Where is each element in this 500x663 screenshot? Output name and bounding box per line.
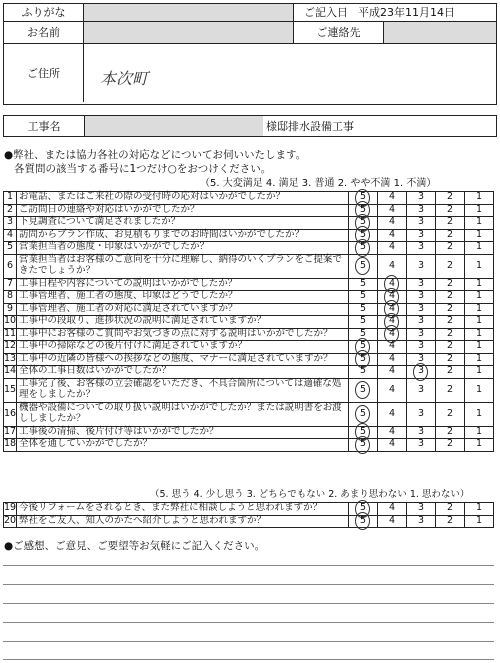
score-option[interactable]: [407, 328, 436, 341]
score-option[interactable]: [407, 426, 436, 439]
score-value: 5: [359, 327, 367, 339]
question-number: 2: [4, 204, 17, 217]
question-text: 工事日程や内容についての説明はいかがでしたか？: [17, 278, 349, 291]
question-row: [4, 303, 494, 316]
question-row: [4, 366, 494, 379]
survey-table: [3, 191, 494, 452]
score-value: 4: [388, 514, 396, 526]
score-value: 1: [475, 407, 483, 419]
contact-label: ご連絡先: [294, 22, 384, 44]
score-option[interactable]: [407, 402, 436, 426]
score-option[interactable]: [349, 515, 378, 528]
score-option[interactable]: [465, 503, 494, 516]
intro-line2: 各質問の該当する番号に1つだけ○をおつけください。: [14, 163, 272, 175]
score-value: 2: [446, 228, 454, 240]
score-option[interactable]: [436, 515, 465, 528]
score-value: 3: [417, 340, 425, 352]
score-value: 5: [359, 407, 367, 419]
score-value: 5: [359, 425, 367, 437]
question-text: 営業担当者の態度・印象はいかがでしたか？: [17, 242, 349, 255]
selected-circle: [355, 405, 370, 423]
score-option[interactable]: [378, 402, 407, 426]
score-option[interactable]: [378, 217, 407, 230]
question-text: 工事中にお客様のご質問やお気づきの点に対する説明はいかがでしたか？: [17, 328, 349, 341]
name-field[interactable]: [84, 22, 294, 44]
score-value: 2: [446, 259, 454, 271]
score-option[interactable]: [465, 291, 494, 304]
score-value: 3: [417, 514, 425, 526]
scale-legend-1: （5. 大変満足 4. 満足 3. 普通 2. やや不満 1. 不満）: [200, 178, 437, 189]
score-value: 4: [388, 365, 396, 377]
address-value: 本次町: [100, 69, 149, 88]
question-row: [4, 378, 494, 402]
name-label: お名前: [4, 22, 84, 44]
score-value: 5: [359, 277, 367, 289]
score-option[interactable]: [465, 242, 494, 255]
score-option[interactable]: [436, 303, 465, 316]
score-option[interactable]: [436, 402, 465, 426]
score-option[interactable]: [436, 204, 465, 217]
question-number: 16: [4, 402, 17, 426]
score-option[interactable]: [378, 378, 407, 402]
date-label: ご記入日: [304, 6, 348, 19]
score-option[interactable]: [436, 353, 465, 366]
selected-circle: [355, 381, 370, 399]
question-number: 18: [4, 438, 17, 450]
score-value: 2: [446, 407, 454, 419]
score-option[interactable]: [407, 366, 436, 379]
score-option[interactable]: [349, 316, 378, 329]
question-row: [4, 242, 494, 255]
score-value: 2: [446, 203, 454, 215]
score-value: 3: [417, 365, 425, 377]
intro-line1: ●弊社、または協力各社の対応などについてお伺いいたします。: [4, 149, 307, 161]
contact-field[interactable]: [384, 22, 496, 44]
score-value: 5: [359, 241, 367, 253]
score-option[interactable]: [378, 341, 407, 354]
question-number: 20: [4, 514, 17, 526]
score-value: 2: [446, 425, 454, 437]
score-value: 2: [446, 327, 454, 339]
score-option[interactable]: [378, 353, 407, 366]
score-option[interactable]: [407, 515, 436, 528]
question-number: 11: [4, 327, 17, 339]
score-option[interactable]: [465, 366, 494, 379]
customer-info-grid: [3, 3, 497, 105]
score-value: 3: [417, 203, 425, 215]
score-value: 1: [475, 259, 483, 271]
question-text: 弊社をご友人、知人のかたへ紹介しようと思われますか？: [17, 515, 349, 528]
score-option[interactable]: [465, 229, 494, 242]
score-option[interactable]: [407, 503, 436, 516]
question-number: 3: [4, 217, 17, 230]
score-value: 4: [388, 407, 396, 419]
score-value: 1: [475, 438, 483, 450]
score-value: 1: [475, 502, 483, 514]
score-value: 3: [417, 191, 425, 203]
score-option[interactable]: [465, 278, 494, 291]
score-value: 5: [359, 383, 367, 395]
question-row: [4, 291, 494, 304]
score-option[interactable]: [436, 366, 465, 379]
score-option[interactable]: [407, 439, 436, 452]
score-value: 5: [359, 502, 367, 514]
score-value: 3: [417, 438, 425, 450]
score-option[interactable]: [378, 503, 407, 516]
score-option[interactable]: [407, 254, 436, 278]
score-option[interactable]: [378, 328, 407, 341]
question-row: [4, 341, 494, 354]
score-option[interactable]: [465, 353, 494, 366]
question-number: 17: [4, 425, 17, 437]
question-number: 1: [4, 192, 17, 205]
score-value: 3: [417, 228, 425, 240]
score-value: 5: [359, 228, 367, 240]
score-value: 1: [475, 191, 483, 203]
question-text: お電話、またはご来社の際の受付時の応対はいかがでしたか？: [17, 192, 349, 205]
question-text: 全体の工事日数はいかがでしたか？: [17, 366, 349, 379]
score-option[interactable]: [378, 515, 407, 528]
score-value: 2: [446, 241, 454, 253]
score-value: 5: [359, 302, 367, 314]
score-option[interactable]: [465, 303, 494, 316]
question-text: 工事中の掃除などの後片付けに満足されていますか？: [17, 341, 349, 354]
score-value: 5: [359, 438, 367, 450]
score-value: 1: [475, 340, 483, 352]
comments-label: ●ご感想、ご意見、ご要望等お気軽にご記入ください。: [4, 540, 266, 552]
question-number: 7: [4, 278, 17, 291]
score-option[interactable]: [349, 254, 378, 278]
date-value[interactable]: 平成23年11月14日: [358, 6, 455, 19]
work-name-row: [3, 115, 497, 137]
question-number: 19: [4, 502, 17, 514]
work-name-redacted: [85, 116, 263, 136]
score-value: 1: [475, 216, 483, 228]
score-option[interactable]: [349, 278, 378, 291]
score-option[interactable]: [465, 254, 494, 278]
score-option[interactable]: [349, 439, 378, 452]
selected-circle: [355, 512, 370, 530]
score-value: 4: [388, 340, 396, 352]
score-value: 4: [388, 241, 396, 253]
question-number: 15: [4, 378, 17, 402]
score-option[interactable]: [378, 439, 407, 452]
score-value: 1: [475, 514, 483, 526]
score-option[interactable]: [349, 366, 378, 379]
score-option[interactable]: [378, 426, 407, 439]
score-value: 5: [359, 290, 367, 302]
score-value: 5: [359, 365, 367, 377]
question-text: ご訪問日の連絡や対応はいかがでしたか？: [17, 204, 349, 217]
question-row: [4, 217, 494, 230]
scale-legend-2: （5. 思う 4. 少し思う 3. どちらでもない 2. あまり思わない 1. 思わない）: [150, 489, 470, 500]
score-value: 1: [475, 352, 483, 364]
score-value: 4: [388, 352, 396, 364]
score-value: 3: [417, 352, 425, 364]
score-option[interactable]: [436, 426, 465, 439]
score-value: 3: [417, 290, 425, 302]
score-option[interactable]: [465, 378, 494, 402]
question-row: [4, 254, 494, 278]
score-option[interactable]: [407, 378, 436, 402]
question-number: 14: [4, 365, 17, 377]
score-value: 4: [388, 191, 396, 203]
score-value: 4: [388, 315, 396, 327]
score-option[interactable]: [349, 291, 378, 304]
selected-circle: [355, 436, 370, 454]
score-option[interactable]: [436, 278, 465, 291]
score-value: 3: [417, 259, 425, 271]
score-value: 3: [417, 425, 425, 437]
score-option[interactable]: [349, 303, 378, 316]
question-number: 9: [4, 303, 17, 316]
score-value: 2: [446, 302, 454, 314]
question-row: [4, 426, 494, 439]
question-row: [4, 503, 494, 516]
question-row: [4, 328, 494, 341]
score-option[interactable]: [465, 192, 494, 205]
score-option[interactable]: [436, 439, 465, 452]
score-option[interactable]: [407, 303, 436, 316]
score-option[interactable]: [407, 316, 436, 329]
question-number: 6: [4, 254, 17, 278]
score-option[interactable]: [407, 341, 436, 354]
question-row: [4, 192, 494, 205]
score-value: 3: [417, 383, 425, 395]
score-value: 5: [359, 259, 367, 271]
work-value[interactable]: 様邸排水設備工事: [266, 119, 354, 133]
question-row: [4, 402, 494, 426]
score-value: 3: [417, 302, 425, 314]
score-option[interactable]: [349, 353, 378, 366]
score-value: 1: [475, 241, 483, 253]
score-option[interactable]: [436, 254, 465, 278]
score-value: 1: [475, 302, 483, 314]
question-number: 8: [4, 291, 17, 304]
score-value: 4: [388, 290, 396, 302]
score-option[interactable]: [436, 291, 465, 304]
score-option[interactable]: [407, 204, 436, 217]
question-number: 4: [4, 229, 17, 242]
score-value: 3: [417, 407, 425, 419]
score-value: 5: [359, 216, 367, 228]
score-option[interactable]: [349, 242, 378, 255]
score-value: 4: [388, 425, 396, 437]
score-option[interactable]: [407, 242, 436, 255]
score-option[interactable]: [436, 341, 465, 354]
score-value: 1: [475, 290, 483, 302]
score-option[interactable]: [436, 503, 465, 516]
score-value: 2: [446, 315, 454, 327]
score-value: 1: [475, 277, 483, 289]
score-value: 4: [388, 228, 396, 240]
score-value: 3: [417, 327, 425, 339]
score-value: 1: [475, 365, 483, 377]
score-option[interactable]: [436, 316, 465, 329]
furigana-field[interactable]: [84, 4, 294, 22]
score-value: 4: [388, 383, 396, 395]
score-value: 5: [359, 340, 367, 352]
score-value: 4: [388, 216, 396, 228]
question-number: 5: [4, 242, 17, 255]
question-text: 全体を通していかがでしたか？: [17, 439, 349, 452]
question-row: [4, 278, 494, 291]
score-value: 2: [446, 191, 454, 203]
score-option[interactable]: [407, 192, 436, 205]
score-value: 4: [388, 502, 396, 514]
question-text: 下見調査について満足されましたか？: [17, 217, 349, 230]
score-option[interactable]: [378, 192, 407, 205]
question-row: [4, 439, 494, 452]
score-value: 5: [359, 315, 367, 327]
question-number: 12: [4, 340, 17, 352]
score-option[interactable]: [436, 229, 465, 242]
score-option[interactable]: [407, 217, 436, 230]
score-value: 2: [446, 365, 454, 377]
score-option[interactable]: [436, 242, 465, 255]
score-value: 2: [446, 290, 454, 302]
score-option[interactable]: [436, 192, 465, 205]
score-value: 5: [359, 514, 367, 526]
score-value: 1: [475, 203, 483, 215]
score-option[interactable]: [407, 278, 436, 291]
score-option[interactable]: [436, 378, 465, 402]
score-value: 5: [359, 352, 367, 364]
score-value: 2: [446, 340, 454, 352]
question-text: 工事中の段取り、進捗状況の説明に満足されていますか？: [17, 316, 349, 329]
selected-circle: [355, 257, 370, 275]
question-text: 営業担当者はお客様のご意向を十分に理解し、納得のいくプランをご提案できたでしょうか？: [17, 254, 349, 278]
score-option[interactable]: [378, 242, 407, 255]
score-value: 3: [417, 315, 425, 327]
address-field[interactable]: [84, 44, 496, 102]
score-option[interactable]: [465, 217, 494, 230]
score-value: 2: [446, 352, 454, 364]
score-value: 2: [446, 277, 454, 289]
score-option[interactable]: [465, 439, 494, 452]
score-option[interactable]: [407, 291, 436, 304]
question-number: 10: [4, 315, 17, 327]
survey-table-2: [3, 502, 494, 528]
score-value: 4: [388, 438, 396, 450]
score-option[interactable]: [436, 217, 465, 230]
question-text: 工事管理者、施工者の態度、印象はどうでしたか？: [17, 291, 349, 304]
score-value: 4: [388, 203, 396, 215]
score-value: 1: [475, 425, 483, 437]
question-text: 工事完了後、お客様の立会確認をいただき、不具合箇所については適確な処理をしましたか？: [17, 378, 349, 402]
score-value: 3: [417, 502, 425, 514]
score-option[interactable]: [436, 328, 465, 341]
question-row: [4, 515, 494, 528]
score-option[interactable]: [465, 328, 494, 341]
score-option[interactable]: [465, 402, 494, 426]
question-text: 工事管理者、施工者の対応に満足されていますか？: [17, 303, 349, 316]
score-option[interactable]: [378, 366, 407, 379]
score-value: 1: [475, 315, 483, 327]
score-value: 2: [446, 502, 454, 514]
score-value: 3: [417, 241, 425, 253]
score-value: 3: [417, 216, 425, 228]
score-option[interactable]: [407, 229, 436, 242]
score-value: 2: [446, 383, 454, 395]
score-value: 1: [475, 383, 483, 395]
score-option[interactable]: [465, 341, 494, 354]
score-value: 5: [359, 191, 367, 203]
score-value: 4: [388, 259, 396, 271]
score-value: 4: [388, 277, 396, 289]
question-row: [4, 229, 494, 242]
question-number: 13: [4, 352, 17, 364]
score-option[interactable]: [378, 204, 407, 217]
question-row: [4, 204, 494, 217]
question-text: 機器や設備についての取り扱い説明はいかがでしたか？または説明書をお渡ししましたか？: [17, 402, 349, 426]
address-label: ご住所: [4, 44, 84, 102]
date-row: [294, 4, 496, 22]
furigana-label: ふりがな: [4, 4, 84, 22]
work-label: 工事名: [4, 116, 85, 136]
score-value: 4: [388, 327, 396, 339]
score-value: 4: [388, 302, 396, 314]
score-value: 1: [475, 327, 483, 339]
score-value: 2: [446, 216, 454, 228]
question-row: [4, 316, 494, 329]
score-value: 2: [446, 438, 454, 450]
question-text: 工事中の近隣の皆様への挨拶などの態度、マナーに満足されていますか？: [17, 353, 349, 366]
score-option[interactable]: [378, 229, 407, 242]
score-value: 2: [446, 514, 454, 526]
score-option[interactable]: [465, 316, 494, 329]
question-text: 工事後の清掃、後片付け等はいかがでしたか？: [17, 426, 349, 439]
score-value: 3: [417, 277, 425, 289]
score-option[interactable]: [465, 204, 494, 217]
score-option[interactable]: [465, 426, 494, 439]
question-text: 今後リフォームをされるとき、また弊社に相談しようと思われますか？: [17, 503, 349, 516]
score-value: 1: [475, 228, 483, 240]
question-text: 訪問からプラン作成、お見積もりまでのお時間はいかがでしたか？: [17, 229, 349, 242]
score-option[interactable]: [465, 515, 494, 528]
score-option[interactable]: [349, 378, 378, 402]
score-value: 5: [359, 203, 367, 215]
